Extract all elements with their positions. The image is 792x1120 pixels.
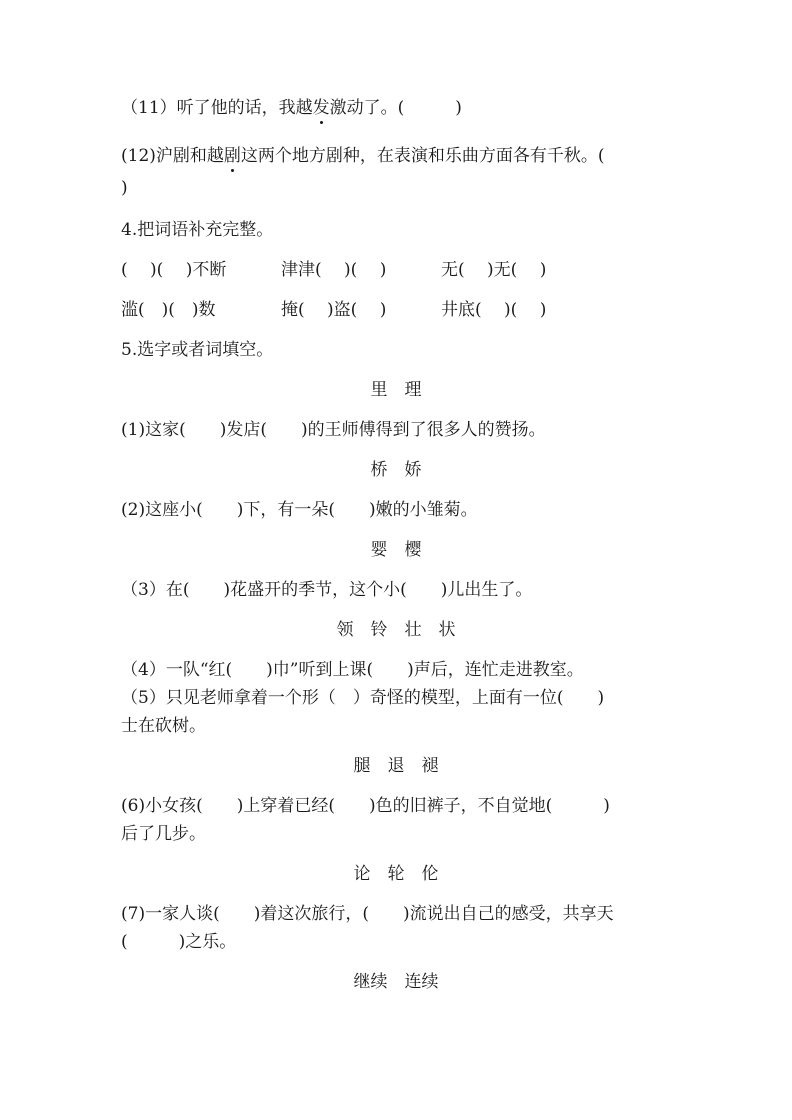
idiom-blank: 井底( )( ) [441, 300, 547, 320]
section-4-row-2 [121, 298, 692, 322]
idiom-blank: ( )( )不断 [121, 260, 227, 280]
question-11: （11）听了他的话，我越发激动了。( ) [121, 98, 462, 118]
item-7: (7)一家人谈( )着这次旅行，( )流说出自己的感受，共享天 [121, 904, 614, 924]
idiom-blank: 掩( )盗( ) [281, 300, 387, 320]
item-3: （3）在( )花盛开的季节，这个小( )儿出生了。 [121, 580, 533, 600]
emphasis-char: 发 [312, 98, 330, 118]
item-7-continued: ( )之乐。 [121, 932, 237, 952]
choice-set-6: 论 轮 伦 [353, 864, 439, 884]
choice-set-1: 里 理 [370, 380, 422, 400]
item-5: （5）只见老师拿着一个形（ ）奇怪的模型，上面有一位( ) [121, 688, 605, 708]
idiom-blank: 无( )无( ) [441, 260, 547, 280]
question-12-continued: ) [121, 178, 128, 198]
choice-set-7: 继续 连续 [353, 972, 439, 992]
idiom-blank: 津津( )( ) [281, 260, 387, 280]
item-1: (1)这家( )发店( )的王师傅得到了很多人的赞扬。 [121, 420, 546, 440]
section-5-title: 5.选字或者词填空。 [121, 340, 274, 360]
idiom-blank: 滥( )( )数 [121, 300, 216, 320]
emphasis-char: 剧 [223, 146, 241, 166]
choice-set-5: 腿 退 褪 [353, 756, 439, 776]
choice-set-3: 婴 樱 [370, 540, 422, 560]
choice-set-2: 桥 娇 [370, 460, 422, 480]
item-6-continued: 后了几步。 [121, 824, 206, 844]
question-12: (12)沪剧和越剧这两个地方剧种，在表演和乐曲方面各有千秋。( [121, 146, 605, 166]
section-4-title: 4.把词语补充完整。 [121, 220, 274, 240]
section-4-row-1 [121, 258, 692, 282]
item-4: （4）一队“红( )巾”听到上课( )声后，连忙走进教室。 [121, 660, 584, 680]
item-6: (6)小女孩( )上穿着已经( )色的旧裤子，不自觉地( ) [121, 796, 610, 816]
choice-set-4: 领 铃 壮 状 [336, 620, 456, 640]
item-2: (2)这座小( )下，有一朵( )嫩的小雏菊。 [121, 500, 478, 520]
item-5-continued: 士在砍树。 [121, 716, 206, 736]
